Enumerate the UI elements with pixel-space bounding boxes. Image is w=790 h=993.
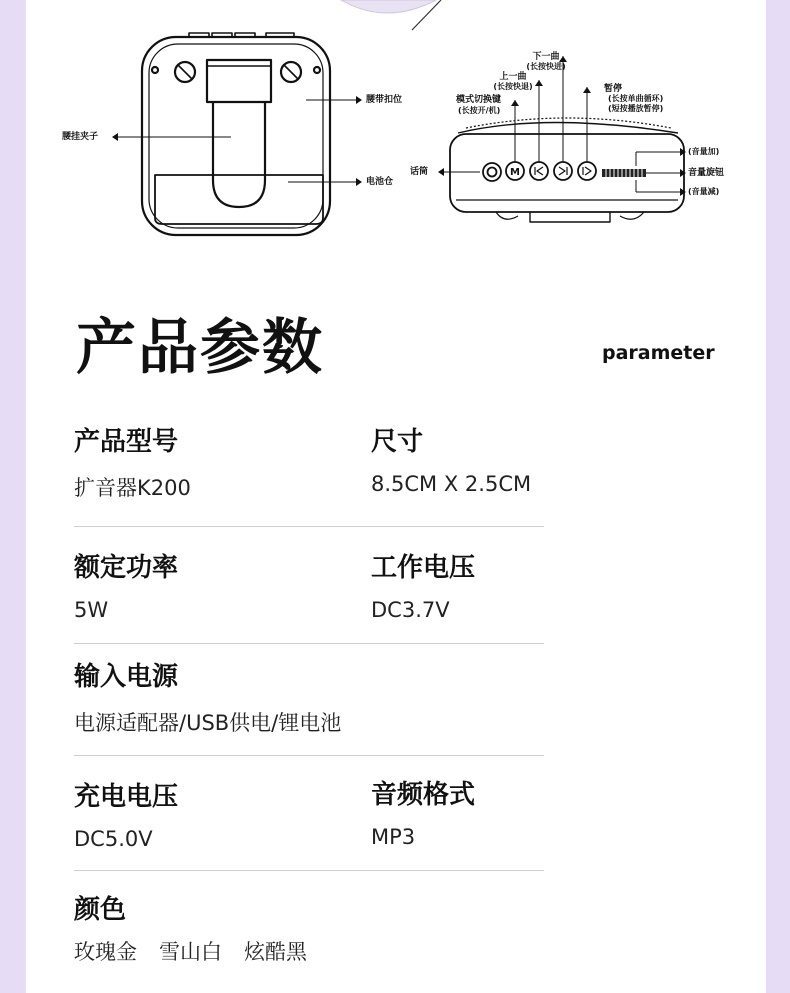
volume-down-label: (音量减) (688, 187, 720, 196)
color-option: 炫酷黑 (244, 940, 307, 964)
spec-cell-power (74, 547, 178, 622)
spec-label: 充电电压 (74, 782, 179, 812)
spec-cell-size (371, 421, 531, 496)
pause-hint-loop: (长按单曲循环) (608, 94, 664, 103)
mode-switch-hint: (长按开/机) (458, 106, 501, 115)
volume-knob-label: 音量旋钮 (688, 168, 725, 178)
spec-value: DC5.0V (74, 827, 153, 851)
spec-label: 产品型号 (74, 427, 179, 457)
spec-row-input-power (74, 644, 544, 756)
spec-cell-audio-format (371, 774, 475, 849)
battery-compartment-label: 电池仓 (366, 177, 394, 187)
spec-value: 5W (74, 598, 109, 622)
spec-label: 额定功率 (74, 553, 179, 583)
waist-clip-label: 腰挂夹子 (62, 132, 99, 142)
spec-label: 尺寸 (371, 427, 424, 457)
spec-cell-model (74, 421, 191, 502)
volume-up-label: (音量加) (688, 147, 720, 156)
spec-cell-charge-voltage (74, 776, 178, 851)
spec-table (74, 405, 544, 971)
spec-row-power-voltage (74, 527, 544, 644)
prev-track-hint: (长按快退) (493, 82, 533, 91)
spec-row-charge-format (74, 756, 544, 871)
spec-value: 电源适配器/USB供电/锂电池 (74, 711, 342, 735)
color-option: 玫瑰金 (74, 940, 137, 964)
spec-label: 输入电源 (74, 662, 179, 692)
spec-label: 颜色 (74, 895, 127, 925)
next-track-hint: (长按快进) (526, 62, 566, 71)
next-track-label: 下一曲 (532, 52, 560, 62)
mic-label: 话筒 (410, 167, 429, 177)
spec-value: 扩音器K200 (74, 476, 191, 500)
page-subtitle: parameter (602, 342, 715, 364)
color-option: 雪山白 (159, 940, 222, 964)
belt-clip-position-label: 腰带扣位 (366, 95, 403, 105)
spec-cell-voltage (371, 547, 475, 622)
spec-cell-input-power (74, 656, 341, 737)
spec-value: 8.5CM X 2.5CM (371, 472, 532, 496)
device-line-drawing (26, 0, 766, 262)
spec-row-colors (74, 871, 544, 971)
pause-label: 暂停 (604, 84, 623, 94)
product-diagram (26, 0, 766, 262)
color-options (74, 936, 307, 966)
mode-switch-label: 模式切换键 (456, 95, 502, 105)
spec-value: DC3.7V (371, 598, 450, 622)
spec-cell-colors (74, 889, 307, 966)
mode-key-glyph: M (510, 167, 520, 178)
spec-label: 工作电压 (371, 553, 476, 583)
pause-hint-play: (短按播放暂停) (608, 104, 664, 113)
product-page (26, 0, 766, 993)
spec-row-model-size (74, 405, 544, 527)
spec-label: 音频格式 (371, 780, 476, 810)
page-title: 产品参数 (76, 313, 324, 383)
prev-track-label: 上一曲 (499, 72, 527, 82)
spec-value: MP3 (371, 825, 416, 849)
